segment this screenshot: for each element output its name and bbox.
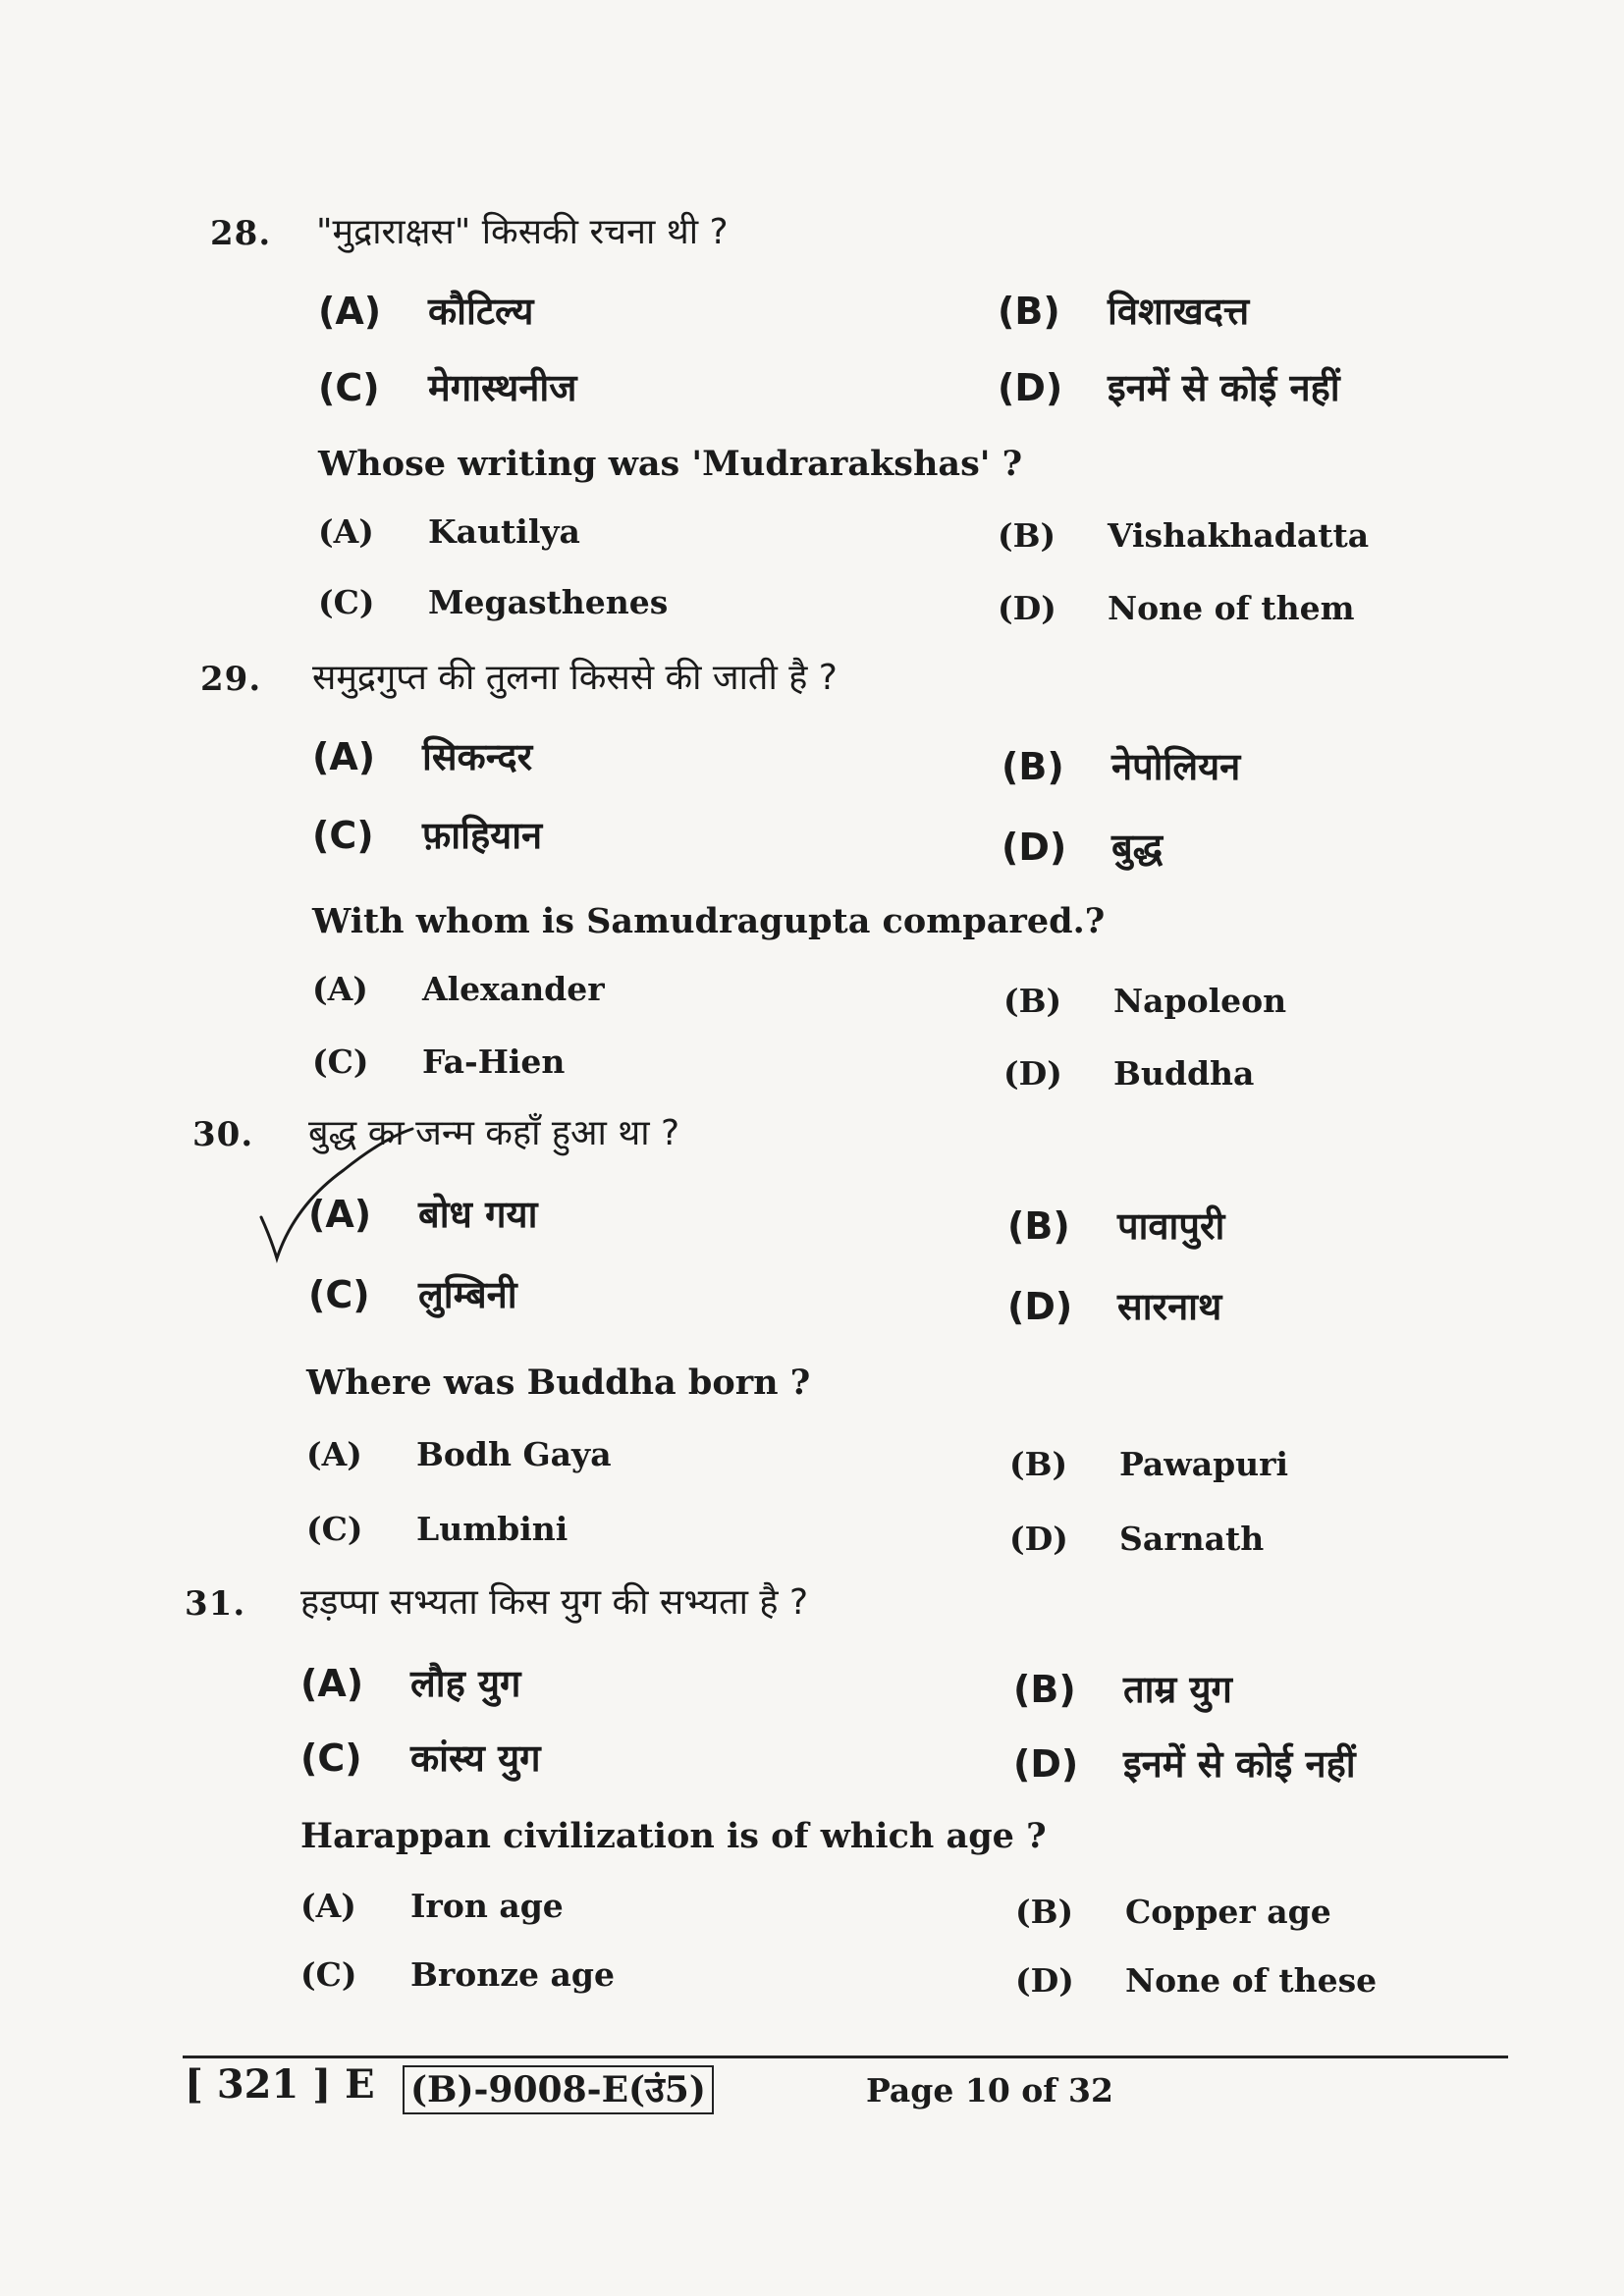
- option-letter: (B): [1003, 982, 1062, 1020]
- option-letter: (D): [1009, 1520, 1068, 1558]
- option-text: ताम्र युग: [1123, 1668, 1232, 1711]
- option-letter: (C): [312, 1042, 369, 1081]
- question-number: 29.: [200, 660, 262, 699]
- question-text-hindi: हड़प्पा सभ्यता किस युग की सभ्यता है ?: [300, 1582, 809, 1623]
- question-text-hindi: "मुद्राराक्षस" किसकी रचना थी ?: [316, 212, 729, 252]
- option-letter: (A): [318, 512, 374, 551]
- question-number: 28.: [210, 214, 272, 253]
- option-letter: (B): [998, 516, 1056, 555]
- option-text: कौटिल्य: [428, 290, 534, 333]
- option-letter: (D): [998, 366, 1063, 409]
- option-text: नेपोलियन: [1111, 745, 1241, 788]
- option-letter: (A): [300, 1887, 356, 1925]
- option-letter: (D): [1013, 1742, 1079, 1786]
- option-letter: (B): [1013, 1668, 1076, 1711]
- option-letter: (C): [318, 583, 375, 621]
- option-text: विशाखदत्त: [1108, 290, 1250, 333]
- option-text: Vishakhadatta: [1108, 516, 1370, 555]
- option-letter: (B): [998, 290, 1060, 333]
- option-letter: (D): [1007, 1285, 1073, 1328]
- option-letter: (C): [308, 1273, 370, 1316]
- option-text: Fa-Hien: [422, 1042, 566, 1081]
- option-text: Pawapuri: [1119, 1445, 1289, 1483]
- question-text-english: Whose writing was 'Mudrarakshas' ?: [318, 444, 1023, 484]
- option-text: पावापुरी: [1117, 1204, 1225, 1248]
- option-text: लुम्बिनी: [418, 1273, 517, 1316]
- option-text: बुद्ध: [1111, 826, 1164, 869]
- option-letter: (D): [1015, 1961, 1074, 2000]
- footer-divider: [183, 2056, 1508, 2058]
- question-text-english: Where was Buddha born ?: [306, 1362, 811, 1403]
- option-letter: (C): [300, 1955, 357, 1994]
- option-text: Iron age: [410, 1887, 564, 1925]
- option-text: Megasthenes: [428, 583, 669, 621]
- option-text: मेगास्थनीज: [428, 366, 577, 409]
- option-text: सारनाथ: [1117, 1285, 1222, 1328]
- question-text-english: Harappan civilization is of which age ?: [300, 1816, 1047, 1856]
- option-text: None of them: [1108, 589, 1355, 627]
- option-text: Kautilya: [428, 512, 580, 551]
- option-text: Napoleon: [1113, 982, 1287, 1020]
- option-letter: (B): [1007, 1204, 1070, 1248]
- option-text: Copper age: [1125, 1893, 1331, 1931]
- paper-code: [ 321 ] E: [185, 2061, 375, 2108]
- option-text: Alexander: [422, 970, 605, 1008]
- page-indicator: Page 10 of 32: [866, 2071, 1113, 2109]
- option-letter: (A): [300, 1662, 364, 1705]
- option-letter: (B): [1015, 1893, 1074, 1931]
- option-letter: (A): [312, 735, 376, 778]
- option-text: बोध गया: [418, 1193, 538, 1236]
- option-letter: (A): [312, 970, 368, 1008]
- option-text: सिकन्दर: [422, 735, 533, 778]
- question-number: 30.: [192, 1115, 254, 1154]
- option-text: Bronze age: [410, 1955, 615, 1994]
- option-text: Bodh Gaya: [416, 1435, 612, 1473]
- option-text: इनमें से कोई नहीं: [1108, 366, 1340, 409]
- option-text: Sarnath: [1119, 1520, 1265, 1558]
- question-text-hindi: बुद्ध का जन्म कहाँ हुआ था ?: [308, 1113, 680, 1153]
- option-text: None of these: [1125, 1961, 1378, 2000]
- option-letter: (A): [318, 290, 382, 333]
- option-text: लौह युग: [410, 1662, 521, 1705]
- option-letter: (B): [1001, 745, 1064, 788]
- question-text-english: With whom is Samudragupta compared.?: [312, 901, 1106, 941]
- option-text: कांस्य युग: [410, 1736, 541, 1780]
- option-letter: (D): [998, 589, 1056, 627]
- option-letter: (B): [1009, 1445, 1068, 1483]
- option-letter: (C): [318, 366, 380, 409]
- question-text-hindi: समुद्रगुप्त की तुलना किससे की जाती है ?: [312, 658, 838, 698]
- option-letter: (A): [306, 1435, 362, 1473]
- option-text: Lumbini: [416, 1510, 568, 1548]
- option-text: फ़ाहियान: [422, 814, 543, 857]
- option-letter: (D): [1001, 826, 1067, 869]
- option-letter: (C): [306, 1510, 363, 1548]
- option-letter: (A): [308, 1193, 372, 1236]
- booklet-series-box: (B)-9008-E(उं5): [403, 2065, 714, 2114]
- option-letter: (D): [1003, 1054, 1062, 1093]
- option-letter: (C): [300, 1736, 362, 1780]
- option-text: Buddha: [1113, 1054, 1255, 1093]
- option-text: इनमें से कोई नहीं: [1123, 1742, 1356, 1786]
- option-letter: (C): [312, 814, 374, 857]
- question-number: 31.: [185, 1584, 246, 1624]
